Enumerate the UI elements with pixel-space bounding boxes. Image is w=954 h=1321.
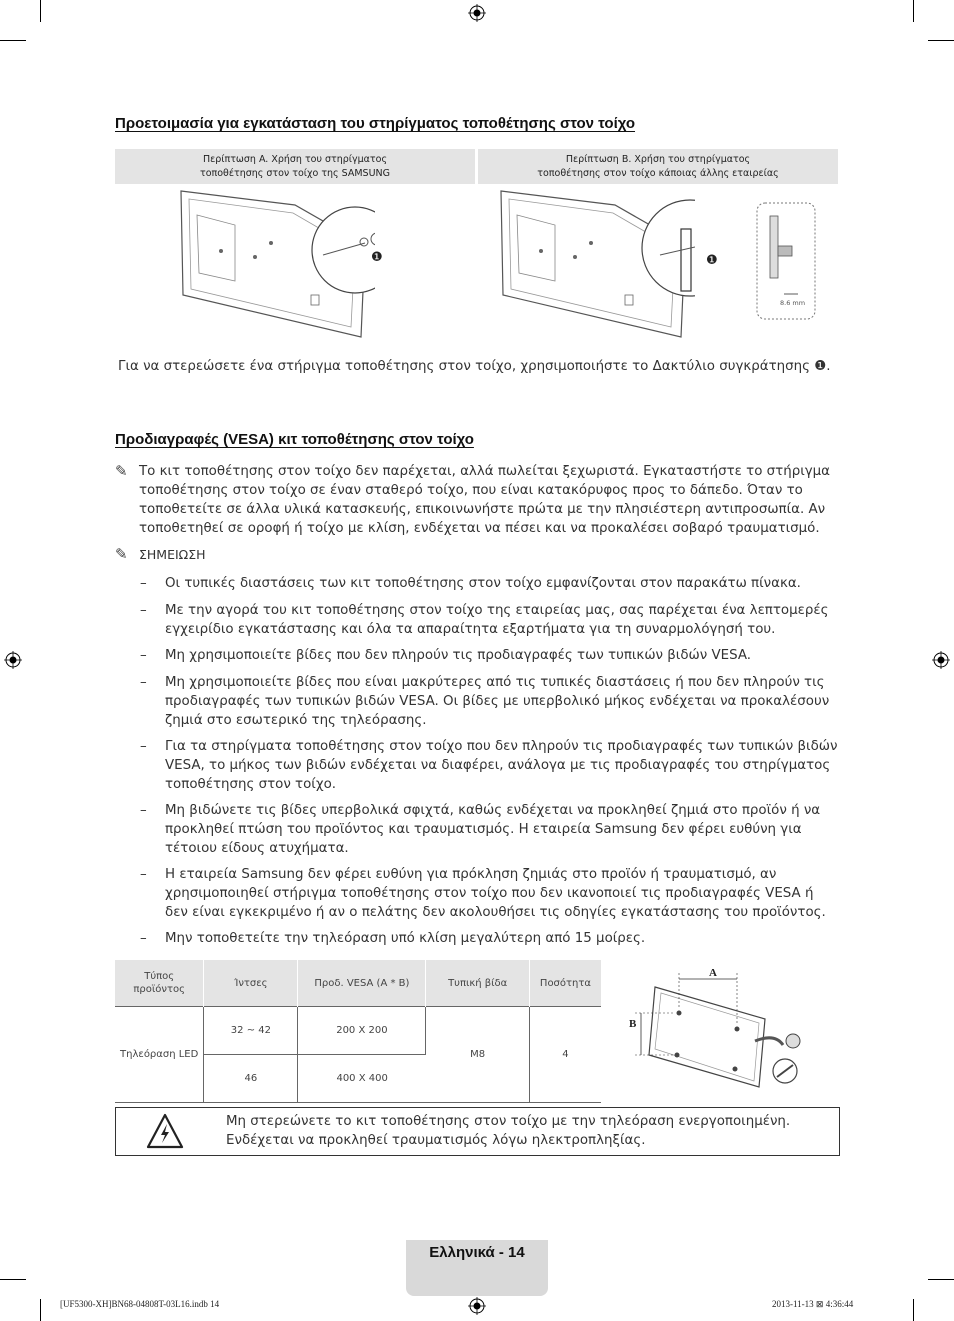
vesa-spec-table	[115, 960, 601, 1103]
list-item: – Η εταιρεία Samsung δεν φέρει ευθύνη για πρόκληση ζημιάς στο προϊόν ή τραυματισμό, αν χρησιμοποιηθεί στήριγμα τοποθέτησης στον τοίχο που δεν ικανοποιεί τις προδιαγραφές VESA ή δεν είναι εγκεκριμένο ή αν ο πελάτης δεν ακολουθήσει τις οδηγίες εγκατάστασης του προϊόντος.	[140, 867, 826, 920]
registration-mark-icon	[932, 651, 950, 669]
callout-1-icon: ❶	[706, 253, 718, 268]
warning-box	[115, 1107, 840, 1156]
case-b-header: Περίπτωση B. Χρήση του στηρίγματος τοποθέτησης στον τοίχο κάποιας άλλης εταιρείας	[478, 149, 838, 184]
screw-length-label: 8.6 mm	[780, 299, 806, 307]
note-pencil-icon: ✎	[115, 462, 128, 480]
table-cell-inches: 46	[204, 1055, 298, 1103]
table-header: Ποσότητα	[529, 960, 601, 1007]
table-header: Ίντσες	[204, 960, 298, 1007]
footer-file: [UF5300-XH]BN68-04808T-03L16.indb 14	[60, 1299, 220, 1309]
note-main-text: Το κιτ τοποθέτησης στον τοίχο δεν παρέχεται, αλλά πωλείται ξεχωριστά. Εγκαταστήστε το στήριγμα τοποθέτησης στον τοίχο σε έναν σταθερό τοίχο, που είναι κατακόρυφος προς το δάπεδο. Όταν το τοποθετείτε σε άλλα υλικά κατασκευής, επικοινωνήστε πρώτα με την πλησιέστερη αντιπροσωπία. Αν τοποθετηθεί σε οροφή ή τοίχο με κλίση, ενδέχεται να πέσει και να προκαλέσει σοβαρό τραυματισμό.	[139, 464, 830, 536]
registration-mark-icon	[468, 1297, 486, 1315]
table-cell-inches: 32 ~ 42	[204, 1007, 298, 1055]
page-number-tab	[406, 1240, 548, 1296]
list-item: – Μη βιδώνετε τις βίδες υπερβολικά σφιχτά, καθώς ενδέχεται να προκληθεί ζημιά στο προϊόν ή να προκληθεί πτώση του προϊόντος και τραυματισμός. Η εταιρεία Samsung δεν φέρει ευθύνη για τέτοιου είδους ατυχήματα.	[140, 803, 821, 856]
retaining-ring-caption: Για να στερεώσετε ένα στήριγμα τοποθέτησης στον τοίχο, χρησιμοποιήστε το Δακτύλιο συγκράτησης ❶.	[118, 359, 831, 374]
list-item: – Μη χρησιμοποιείτε βίδες που είναι μακρύτερες από τις τυπικές διαστάσεις ή που δεν πληρούν τις προδιαγραφές των τυπικών βιδών VESA. Οι βίδες με υπερβολικό μήκος ενδέχεται να προκαλέσουν ζημιά στο εσωτερικό της τηλεόρασης.	[140, 675, 830, 728]
note-heading: ΣΗΜΕΙΩΣΗ	[139, 547, 206, 562]
registration-mark-icon	[468, 4, 486, 22]
vesa-dimension-diagram	[625, 963, 815, 1093]
section-title-vesa-specs: Προδιαγραφές (VESA) κιτ τοποθέτησης στον τοίχο	[115, 431, 474, 448]
list-item: – Με την αγορά του κιτ τοποθέτησης στον τοίχο της εταιρείας μας, σας παρέχεται ένα λεπτομερές εγχειρίδιο εγκατάστασης και όλα τα απαραίτητα εξαρτήματα για τη συναρμολόγησή του.	[140, 603, 829, 637]
warning-triangle-icon	[146, 1113, 184, 1149]
note-main	[115, 462, 840, 542]
note-heading-row	[115, 545, 840, 565]
warning-text: Μη στερεώνετε το κιτ τοποθέτησης στον τοίχο με την τηλεόραση ενεργοποιημένη. Ενδέχεται να προκληθεί τραυματισμός λόγω ηλεκτροπληξίας.	[226, 1114, 791, 1148]
list-item: – Μη χρησιμοποιείτε βίδες που δεν πληρούν τις προδιαγραφές των τυπικών βιδών VESA.	[140, 648, 752, 663]
note-pencil-icon: ✎	[115, 545, 128, 563]
page-number: Ελληνικά - 14	[429, 1244, 525, 1261]
dimension-b-label: B	[629, 1018, 637, 1030]
table-header: Προδ. VESA (A * B)	[298, 960, 426, 1007]
table-header: Τύπος προϊόντος	[115, 960, 204, 1007]
table-cell-vesa: 400 X 400	[298, 1055, 426, 1103]
table-header: Τυπική βίδα	[426, 960, 530, 1007]
case-a-illustration	[175, 185, 375, 345]
list-item: – Μην τοποθετείτε την τηλεόραση υπό κλίση μεγαλύτερη από 15 μοίρες.	[140, 931, 646, 946]
table-row	[115, 1007, 601, 1055]
case-b-illustration	[495, 185, 695, 345]
table-cell-screw: M8	[426, 1007, 530, 1103]
table-cell-product: Τηλεόραση LED	[115, 1007, 204, 1103]
table-cell-quantity: 4	[529, 1007, 601, 1103]
case-a-header: Περίπτωση A. Χρήση του στηρίγματος τοποθέτησης στον τοίχο της SAMSUNG	[115, 149, 475, 184]
list-item: – Για τα στηρίγματα τοποθέτησης στον τοίχο που δεν πληρούν τις προδιαγραφές των τυπικών βιδών VESA, το μήκος των βιδών ενδέχεται να διαφέρει, ανάλογα με τις προδιαγραφές του στηρίγματος τοποθέτησης στον τοίχο.	[140, 739, 838, 792]
footer-timestamp: 2013-11-13 ⊠ 4:36:44	[772, 1299, 854, 1309]
registration-mark-icon	[4, 651, 22, 669]
callout-1-icon: ❶	[371, 250, 383, 265]
section-title-preparation: Προετοιμασία για εγκατάσταση του στηρίγματος τοποθέτησης στον τοίχο	[115, 115, 636, 132]
table-cell-vesa: 200 X 200	[298, 1007, 426, 1055]
list-item: – Οι τυπικές διαστάσεις των κιτ τοποθέτησης στον τοίχο εμφανίζονται στον παρακάτω πίνακα.	[140, 576, 801, 591]
dimension-a-label: A	[709, 967, 717, 979]
